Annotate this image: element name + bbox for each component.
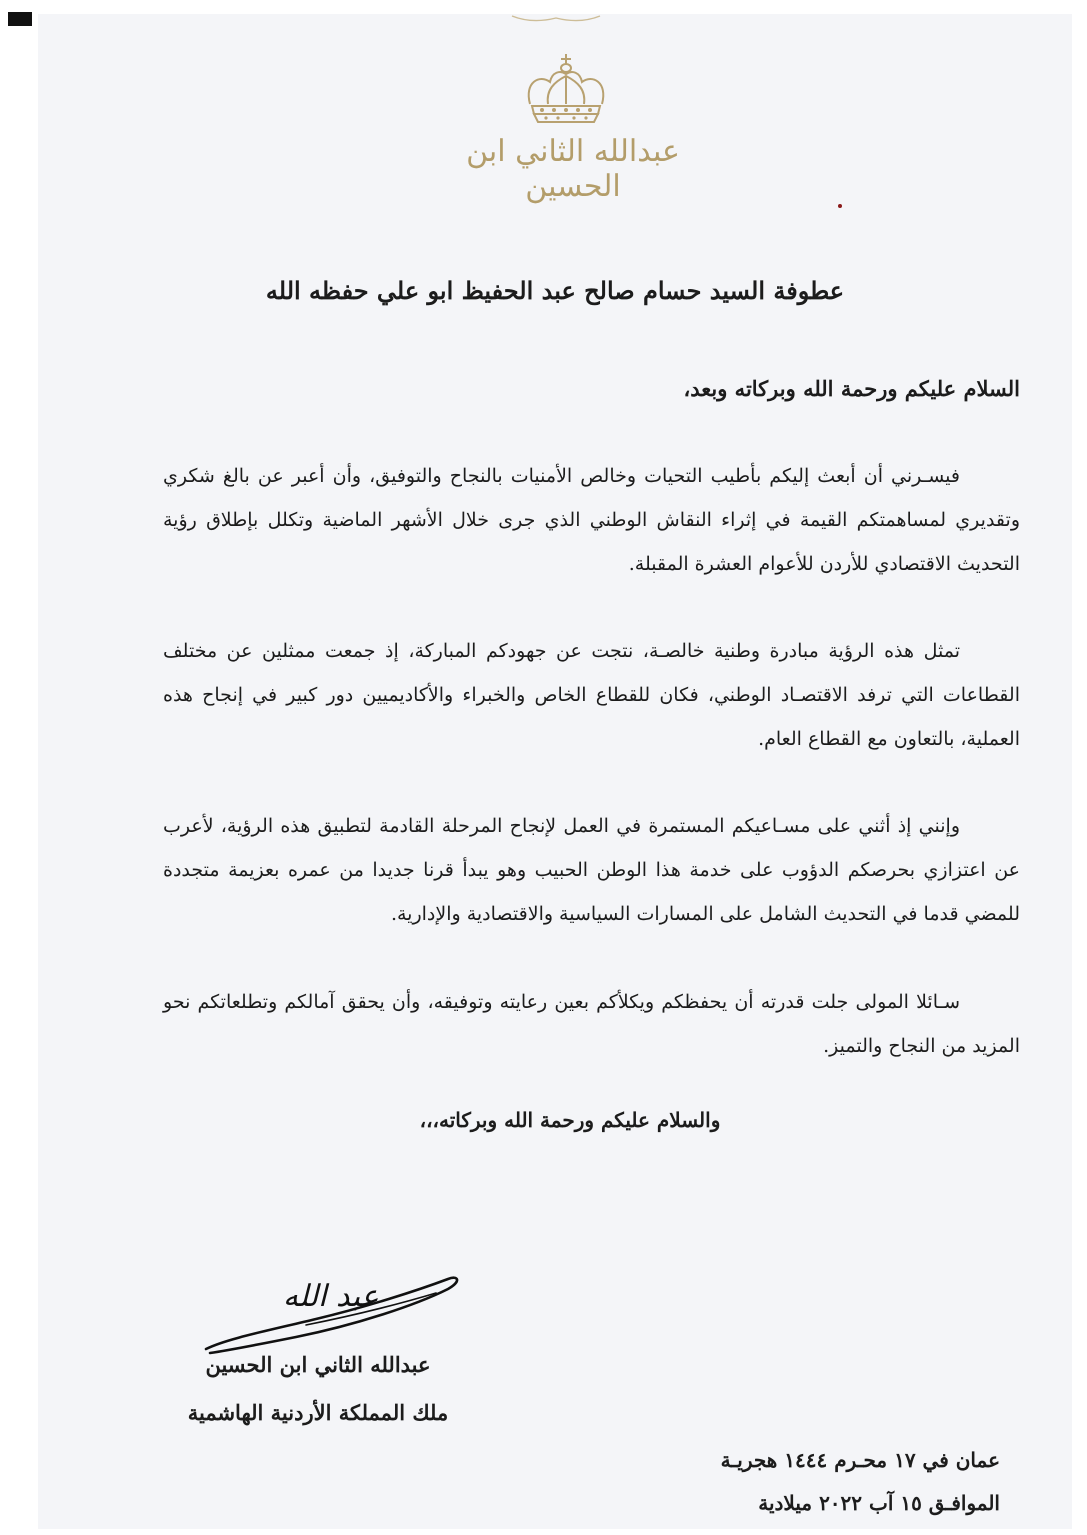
royal-cipher (448, 134, 698, 204)
signer-name: عبدالله الثاني ابن الحسين (205, 1352, 431, 1377)
crown-icon (520, 52, 612, 130)
scan-edge-mark (8, 12, 32, 26)
signer-title: ملك المملكة الأردنية الهاشمية (187, 1400, 449, 1425)
top-ornament-icon (508, 14, 604, 24)
body-paragraph-1: فيسـرني أن أبعث إليكم بأطيب التحيات وخالص الأمنيات بالنجاح والتوفيق، وأن أعبر عن بالغ شكري وتقديري لمساهمتكم القيمة في إثراء النقاش الوطني الذي جرى خلال الأشهر الماضية وتكلل بإطلاق رؤية التحديث الاقتصادي للأردن للأعوام العشرة المقبلة. (163, 465, 1020, 575)
ink-dot (838, 204, 842, 208)
date-gregorian: الموافـق ١٥ آب ٢٠٢٢ ميلادية (758, 1491, 1000, 1515)
recipient-line: عطوفة السيد حسام صالح عبد الحفيظ ابو علي حفظه الله (265, 276, 845, 305)
body-paragraph-4: سـائلا المولى جلت قدرته أن يحفظكم ويكلأكم بعين رعايته وتوفيقه، وأن يحقق آمالكم وتطلعاتكم نحو المزيد من النجاح والتميز. (163, 991, 1020, 1057)
royal-cipher-text: عبدالله الثاني ابن الحسين (466, 134, 680, 204)
letter-page (38, 14, 1072, 1529)
body-paragraph-2: تمثل هذه الرؤية مبادرة وطنية خالصـة، نتجت عن جهودكم المباركة، إذ جمعت ممثلين عن مختلف القطاعات التي ترفد الاقتصـاد الوطني، فكان للقطاع الخاص والخبراء والأكاديميين دور كبير في إنجاح هذه العملية، بالتعاون مع القطاع العام. (163, 640, 1020, 750)
closing-salutation: والسلام عليكم ورحمة الله وبركاته،،، (419, 1108, 721, 1132)
signature-script: عبد الله (283, 1279, 379, 1314)
date-hijri: عمان في ١٧ محـرم ١٤٤٤ هجريـة (720, 1448, 1000, 1472)
opening-greeting: السلام عليكم ورحمة الله وبركاته وبعد، (683, 376, 1020, 401)
body-paragraph-3: وإنني إذ أثني على مسـاعيكم المستمرة في العمل لإنجاح المرحلة القادمة لتطبيق هذه الرؤية، لأعرب عن اعتزازي بحرصكم الدؤوب على خدمة هذا الوطن الحبيب وهو يبدأ قرنا جديدا من عمره بعزيمة متجددة للمضي قدما في التحديث الشامل على المسارات السياسية والاقتصادية والإدارية. (163, 815, 1020, 925)
